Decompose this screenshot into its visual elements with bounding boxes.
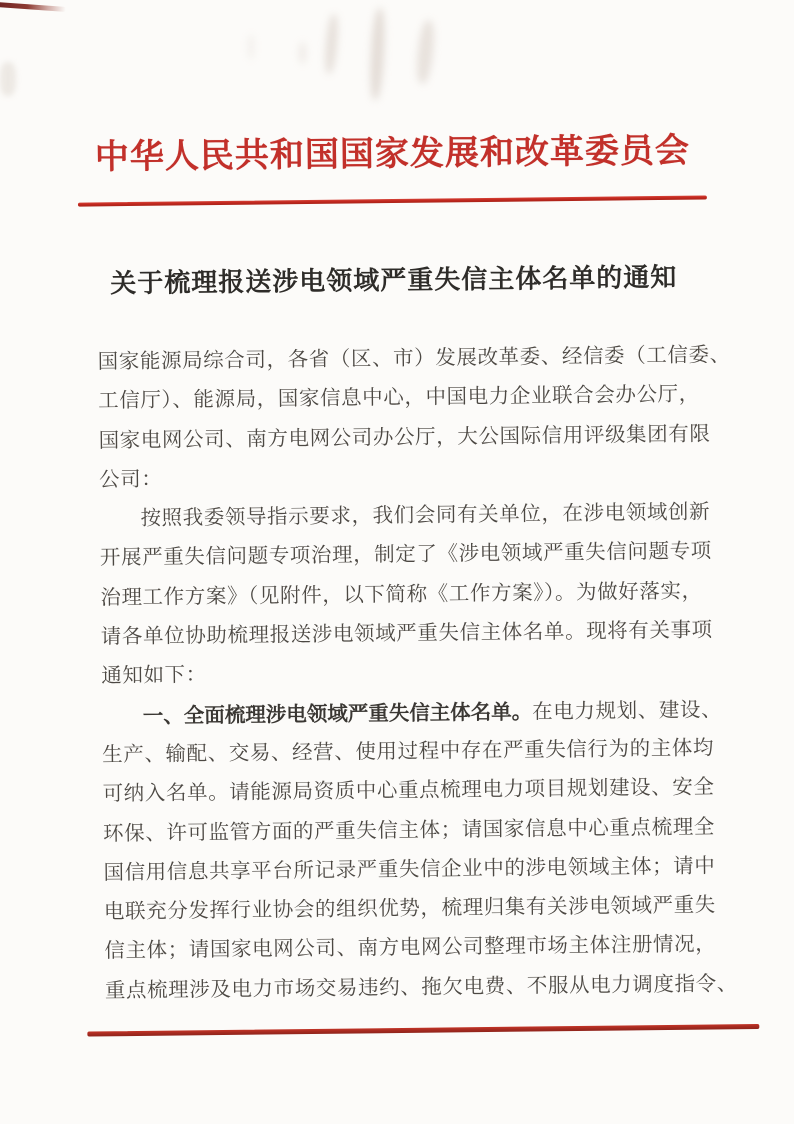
section-1-heading: 一、全面梳理涉电领域严重失信主体名单。 <box>142 700 533 728</box>
section-1-heading-rest: 在电力规划、建设、 <box>532 698 723 724</box>
document-title: 关于梳理报送涉电领域严重失信主体名单的通知 <box>110 262 678 299</box>
section-1-line: 环保、许可监管方面的严重失信主体；请国家信息中心重点梳理全 <box>102 815 716 845</box>
intro-line: 通知如下： <box>101 664 207 688</box>
intro-line: 按照我委领导指示要求，我们会同有关单位，在涉电领域创新 <box>140 501 711 531</box>
addressee-line: 国家电网公司、南方电网公司办公厅，大公国际信用评级集团有限 <box>98 423 711 452</box>
addressee-line: 公司： <box>98 468 163 492</box>
intro-line: 请各单位协助梳理报送涉电领域严重失信主体名单。现将有关事项 <box>100 619 713 649</box>
section-1-line: 可纳入名单。请能源局资质中心重点梳理电力项目规划建设、安全 <box>102 776 715 806</box>
section-1-line: 电联充分发挥行业协会的组织优势，梳理归集有关涉电领域严重失 <box>103 894 716 924</box>
section-1-line: 信主体；请国家电网公司、南方电网公司整理市场主体注册情况， <box>104 933 717 963</box>
intro-line: 治理工作方案》（见附件，以下简称《工作方案》）。为做好落实， <box>100 580 703 610</box>
intro-line: 开展严重失信问题专项治理，制定了《涉电领域严重失信问题专项 <box>99 540 712 570</box>
addressee-line: 工信厅）、能源局，国家信息中心，中国电力企业联合会办公厅， <box>98 383 700 413</box>
section-1-line: 生产、输配、交易、经营、使用过程中存在严重失信行为的主体均 <box>102 737 715 767</box>
section-1-line: 国信用信息共享平台所记录严重失信企业中的涉电领域主体；请中 <box>103 855 716 885</box>
section-1-heading-line <box>102 690 723 736</box>
section-1-line: 重点梳理涉及电力市场交易违约、拖欠电费、不服从电力调度指令、 <box>104 972 738 1003</box>
issuer-letterhead: 中华人民共和国国家发展和改革委员会 <box>94 132 691 177</box>
footer-divider-line <box>87 1024 759 1036</box>
addressee-line: 国家能源局综合司，各省（区、市）发展改革委、经信委（工信委、 <box>97 344 731 374</box>
document-body <box>97 336 738 1011</box>
letterhead-divider-line <box>78 195 707 206</box>
